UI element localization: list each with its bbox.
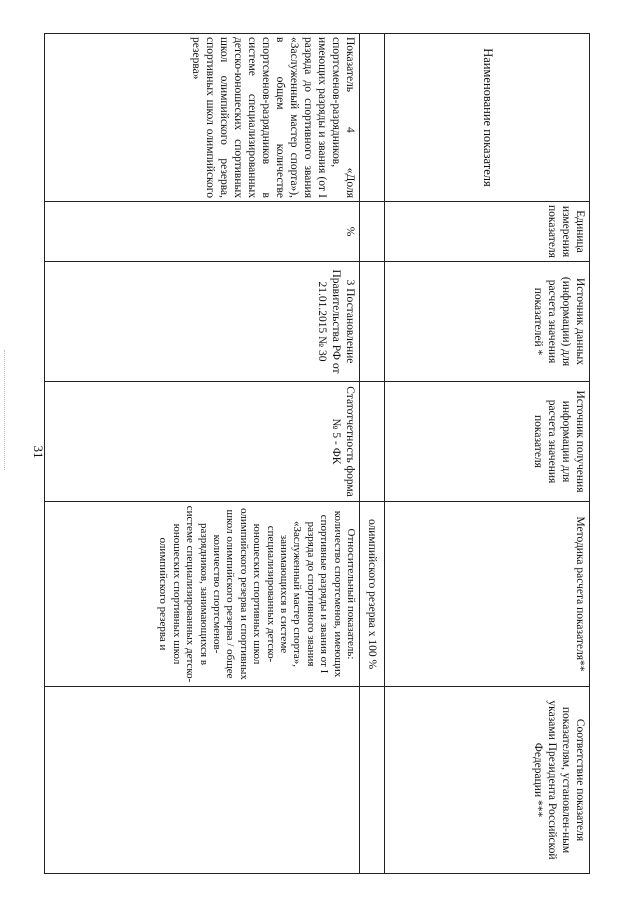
header-data-source: Источник данных (информации) для расчета значения показателей * [385, 261, 590, 381]
table-header-row [385, 33, 590, 873]
indicator-table [44, 33, 590, 874]
indicator-info-source-cell: Статотчетность форма № 5 - ФК [45, 381, 360, 501]
continuation-row [360, 33, 385, 873]
cont-method-cell: олимпийского резерва х 100 % [360, 501, 385, 686]
header-method: Методика расчета показателя** [385, 501, 590, 686]
cont-data-source-cell [360, 261, 385, 381]
header-compliance: Соответствие показателя показателям, установлен-ным указами Президента Российской Федерации *** [385, 686, 590, 873]
indicator-name-cell: Показатель 4 «Доля спортсменов-разрядников, имеющих разряды и звания (от I разряда до спортивного звания «Заслуженный мастер спорта»), в общем количестве спортсменов-разрядников в системе специализированных детско-юношеских спортивных школ олимпийского резерва, спортивных школ олимпийского резерва» [45, 33, 360, 201]
table-row [45, 33, 360, 873]
header-unit: Единица измерения показателя [385, 201, 590, 261]
indicator-data-source-cell: 3 Постановление Правительства РФ от 21.01.2015 № 30 [45, 261, 360, 381]
header-name: Наименование показателя [385, 33, 590, 201]
cont-info-source-cell [360, 381, 385, 501]
header-info-source: Источник получения информации для расчета значения показателя [385, 381, 590, 501]
cont-name-cell [360, 33, 385, 201]
rotated-page-content [50, 33, 590, 873]
page-number: 31 [31, 445, 46, 459]
indicator-method-cell: Относительный показатель: количество спортсменов, имеющих спортивные разряды и звания от I разряда до спортивного звания «Заслуженный мастер спорта», занимающихся в системе специализированных детско-юношеских спортивных школ олимпийского резерва и спортивных школ олимпийского резерва / общее количество спортсменов-разрядников, занимающихся в системе специализированных детско-юношеских спортивных школ олимпийского резерва и [45, 501, 360, 686]
indicator-unit-cell: % [45, 201, 360, 261]
cont-compliance-cell [360, 686, 385, 873]
binding-margin-mark [4, 350, 6, 470]
indicator-compliance-cell [45, 686, 360, 873]
cont-unit-cell [360, 201, 385, 261]
